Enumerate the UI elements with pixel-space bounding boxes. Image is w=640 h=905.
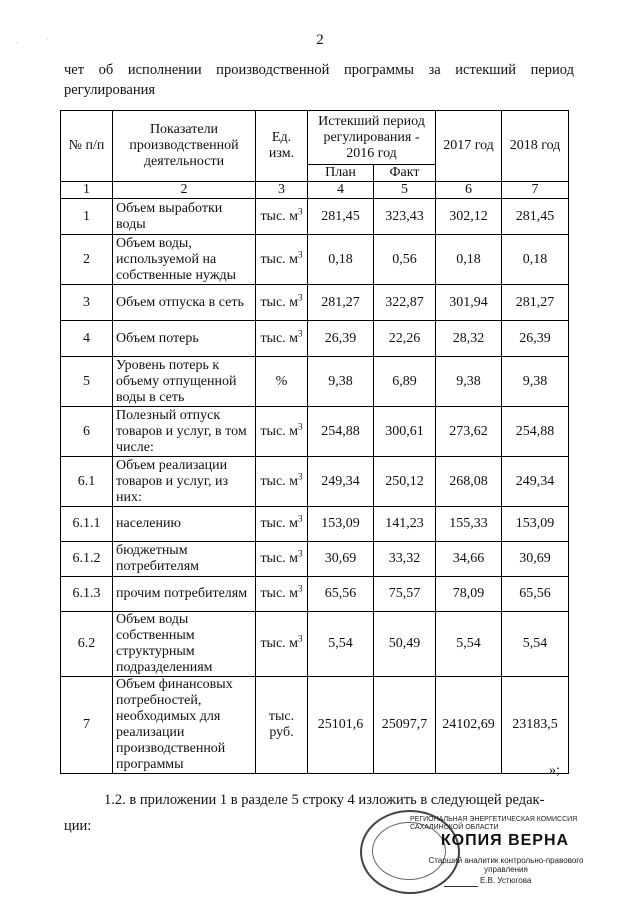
- row-indicator: Объем отпуска в сеть: [113, 285, 256, 321]
- row-unit: тыс. $м^3$: [256, 542, 308, 577]
- row-unit: тыс. $м^3$: [256, 235, 308, 285]
- row-unit: тыс. $м^3$: [256, 457, 308, 507]
- row-unit: тыс. $м^3$: [256, 407, 308, 457]
- header-2017: 2017 год: [436, 111, 502, 182]
- column-number-row: [61, 182, 569, 199]
- row-2018: 153,09: [502, 507, 569, 542]
- scan-speck: ‧: [46, 37, 48, 43]
- column-number: 1: [61, 182, 113, 199]
- row-indicator: прочим потребителям: [113, 577, 256, 612]
- header-fact: Факт: [374, 165, 436, 182]
- row-unit: тыс. $м^3$: [256, 612, 308, 677]
- row-num: 6.1.2: [61, 542, 113, 577]
- row-plan: 5,54: [308, 612, 374, 677]
- row-fact: 6,89: [374, 357, 436, 407]
- table-row: [61, 577, 569, 612]
- table-row: [61, 285, 569, 321]
- row-num: 6.2: [61, 612, 113, 677]
- row-num: 6: [61, 407, 113, 457]
- row-2018: 281,27: [502, 285, 569, 321]
- row-plan: 281,45: [308, 199, 374, 235]
- row-fact: 25097,7: [374, 677, 436, 774]
- row-num: 5: [61, 357, 113, 407]
- column-number: 6: [436, 182, 502, 199]
- row-fact: 75,57: [374, 577, 436, 612]
- scan-speck: ‧: [16, 41, 18, 47]
- row-num: 6.1.3: [61, 577, 113, 612]
- signature-line: [444, 886, 478, 887]
- row-fact: 141,23: [374, 507, 436, 542]
- column-number: 5: [374, 182, 436, 199]
- table-row: [61, 612, 569, 677]
- row-unit: тыс. $м^3$: [256, 577, 308, 612]
- row-unit: тыс. руб.: [256, 677, 308, 774]
- table-row: [61, 235, 569, 285]
- table-row: [61, 407, 569, 457]
- header-period: Истекший период регулирования - 2016 год: [308, 111, 436, 165]
- page-number: 2: [316, 32, 324, 48]
- row-2017: 302,12: [436, 199, 502, 235]
- row-plan: 153,09: [308, 507, 374, 542]
- row-plan: 30,69: [308, 542, 374, 577]
- row-2018: 30,69: [502, 542, 569, 577]
- row-plan: 254,88: [308, 407, 374, 457]
- row-fact: 322,87: [374, 285, 436, 321]
- row-indicator: Объем реализации товаров и услуг, из них:: [113, 457, 256, 507]
- row-2018: 23183,5: [502, 677, 569, 774]
- production-program-table: [60, 110, 569, 774]
- table-row: [61, 199, 569, 235]
- row-indicator: Объем воды собственным структурным подразделениям: [113, 612, 256, 677]
- table-row: [61, 507, 569, 542]
- header-plan: План: [308, 165, 374, 182]
- row-2018: 249,34: [502, 457, 569, 507]
- report-heading: чет об исполнении производственной программы за истекший период регулирования: [64, 62, 574, 98]
- row-plan: 0,18: [308, 235, 374, 285]
- row-num: 7: [61, 677, 113, 774]
- copy-certification-stamp: [360, 808, 592, 894]
- row-indicator: Уровень потерь к объему отпущенной воды в сеть: [113, 357, 256, 407]
- stamp-organization: РЕГИОНАЛЬНАЯ ЭНЕРГЕТИЧЕСКАЯ КОМИССИЯ САХАЛИНСКОЙ ОБЛАСТИ: [410, 816, 578, 831]
- table-row: [61, 357, 569, 407]
- row-fact: 50,49: [374, 612, 436, 677]
- row-indicator: Объем выработки воды: [113, 199, 256, 235]
- column-number: 4: [308, 182, 374, 199]
- row-num: 2: [61, 235, 113, 285]
- stamp-role: Старший аналитик контрольно-правового управления: [428, 856, 584, 874]
- row-2017: 34,66: [436, 542, 502, 577]
- row-num: 6.1.1: [61, 507, 113, 542]
- row-2018: 65,56: [502, 577, 569, 612]
- row-num: 3: [61, 285, 113, 321]
- row-2018: 0,18: [502, 235, 569, 285]
- row-unit: тыс. $м^3$: [256, 285, 308, 321]
- row-fact: 0,56: [374, 235, 436, 285]
- row-plan: 281,27: [308, 285, 374, 321]
- row-fact: 33,32: [374, 542, 436, 577]
- header-num: № п/п: [61, 111, 113, 182]
- header-2018: 2018 год: [502, 111, 569, 182]
- stamp-title: КОПИЯ ВЕРНА: [440, 832, 570, 849]
- row-fact: 22,26: [374, 321, 436, 357]
- header-unit: Ед. изм.: [256, 111, 308, 182]
- row-plan: 9,38: [308, 357, 374, 407]
- column-number: 2: [113, 182, 256, 199]
- row-2018: 26,39: [502, 321, 569, 357]
- row-fact: 300,61: [374, 407, 436, 457]
- paragraph-line: ции:: [64, 818, 92, 834]
- table-row: [61, 677, 569, 774]
- row-unit: %: [256, 357, 308, 407]
- row-plan: 65,56: [308, 577, 374, 612]
- row-num: 6.1: [61, 457, 113, 507]
- row-2018: 254,88: [502, 407, 569, 457]
- row-unit: тыс. $м^3$: [256, 199, 308, 235]
- row-unit: тыс. $м^3$: [256, 321, 308, 357]
- closing-quote: »;: [549, 763, 560, 778]
- row-2017: 155,33: [436, 507, 502, 542]
- row-2018: 5,54: [502, 612, 569, 677]
- row-indicator: бюджетным потребителям: [113, 542, 256, 577]
- row-indicator: Полезный отпуск товаров и услуг, в том числе:: [113, 407, 256, 457]
- row-num: 4: [61, 321, 113, 357]
- row-fact: 250,12: [374, 457, 436, 507]
- row-2017: 9,38: [436, 357, 502, 407]
- column-number: 7: [502, 182, 569, 199]
- row-2017: 78,09: [436, 577, 502, 612]
- row-unit: тыс. $м^3$: [256, 507, 308, 542]
- table-row: [61, 321, 569, 357]
- row-2017: 5,54: [436, 612, 502, 677]
- stamp-signer: Е.В. Устюгова: [480, 876, 532, 885]
- row-2018: 281,45: [502, 199, 569, 235]
- row-indicator: населению: [113, 507, 256, 542]
- table-row: [61, 457, 569, 507]
- row-2017: 24102,69: [436, 677, 502, 774]
- header-indicator: Показатели производственной деятельности: [113, 111, 256, 182]
- row-plan: 26,39: [308, 321, 374, 357]
- row-indicator: Объем воды, используемой на собственные нужды: [113, 235, 256, 285]
- column-number: 3: [256, 182, 308, 199]
- row-indicator: Объем финансовых потребностей, необходимых для реализации производственной программы: [113, 677, 256, 774]
- row-plan: 249,34: [308, 457, 374, 507]
- row-2017: 301,94: [436, 285, 502, 321]
- row-2018: 9,38: [502, 357, 569, 407]
- row-2017: 28,32: [436, 321, 502, 357]
- row-fact: 323,43: [374, 199, 436, 235]
- row-2017: 0,18: [436, 235, 502, 285]
- row-2017: 273,62: [436, 407, 502, 457]
- table-row: [61, 542, 569, 577]
- row-2017: 268,08: [436, 457, 502, 507]
- paragraph-line: 1.2. в приложении 1 в разделе 5 строку 4 изложить в следующей редак-: [104, 792, 545, 808]
- row-num: 1: [61, 199, 113, 235]
- row-plan: 25101,6: [308, 677, 374, 774]
- row-indicator: Объем потерь: [113, 321, 256, 357]
